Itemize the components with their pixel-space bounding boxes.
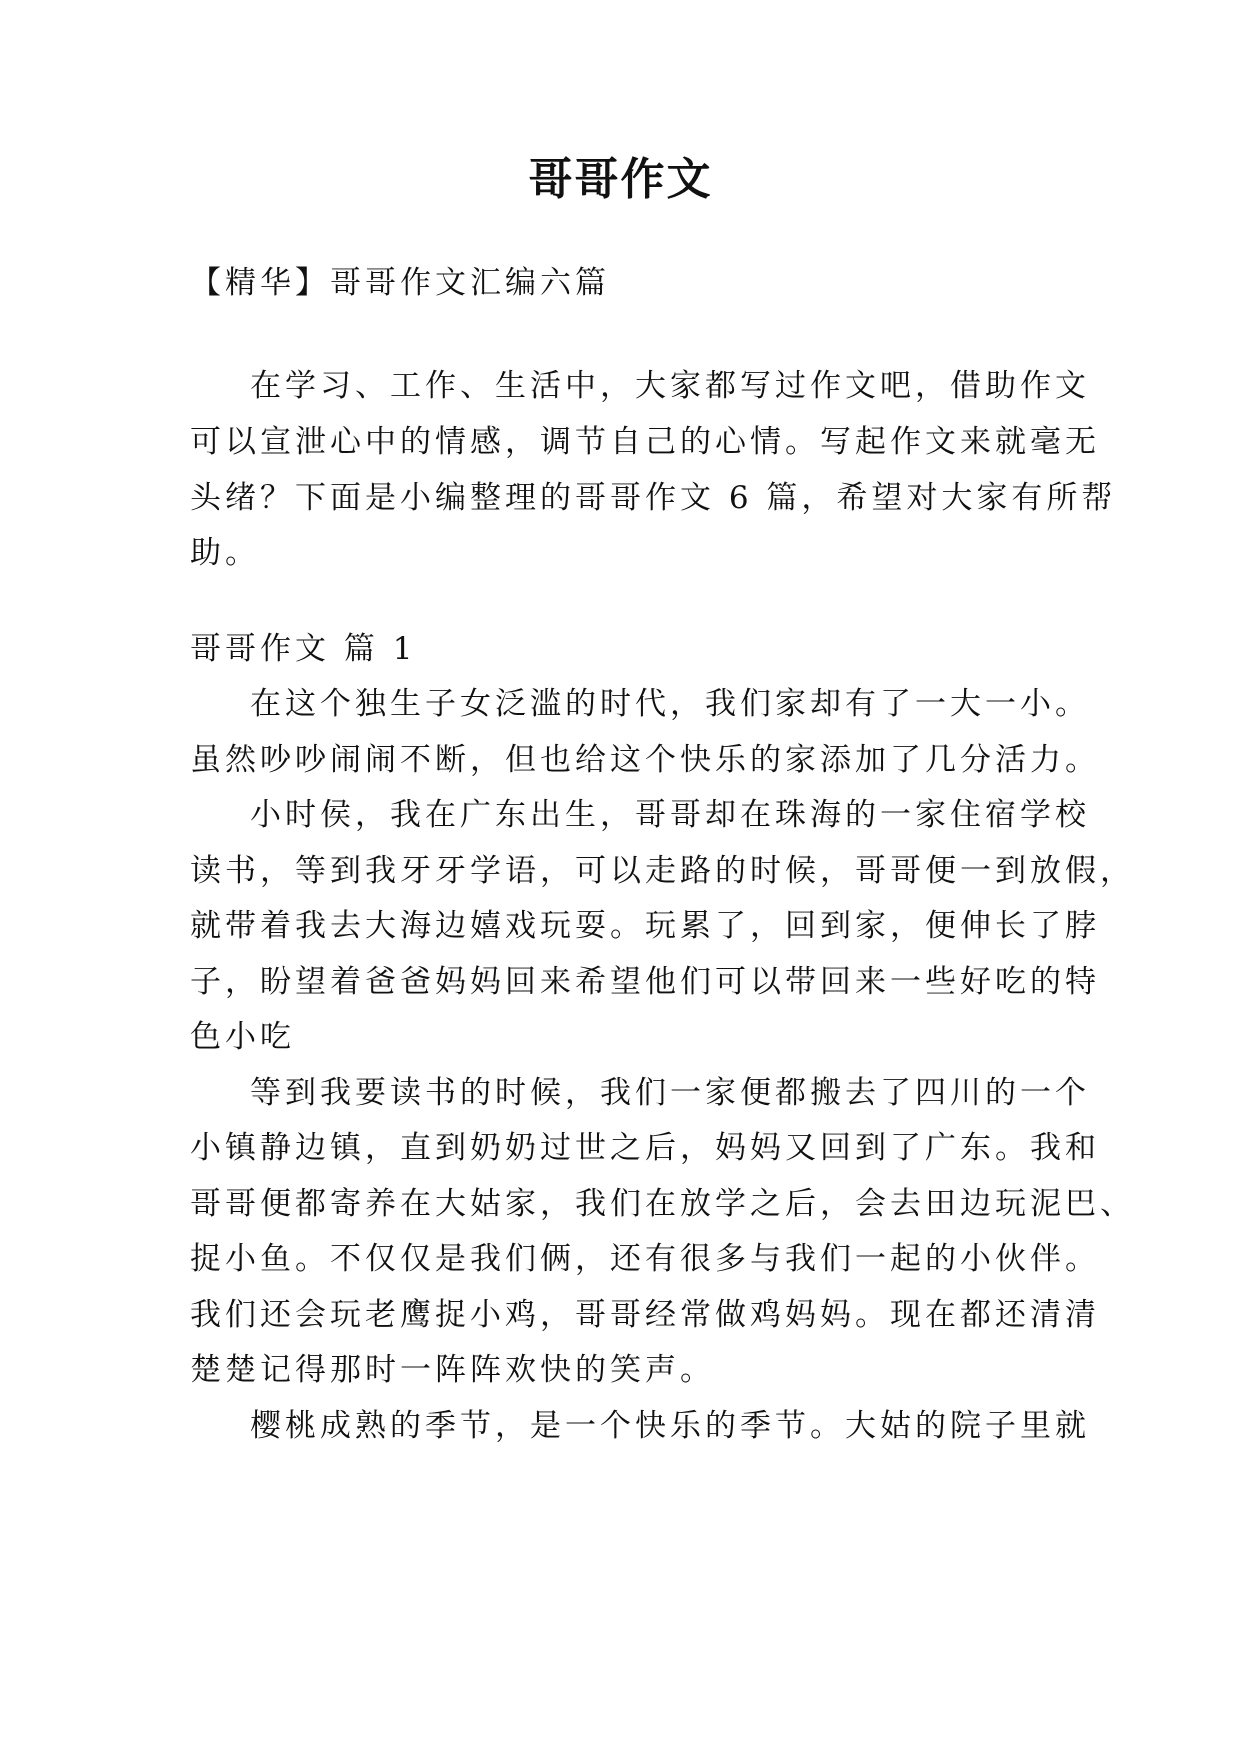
paragraph-line: 我们还会玩老鹰捉小鸡，哥哥经常做鸡妈妈。现在都还清清 [190, 1297, 1100, 1333]
intro-line: 可以宣泄心中的情感，调节自己的心情。写起作文来就毫无 [190, 424, 1100, 460]
paragraph-line: 子，盼望着爸爸妈妈回来希望他们可以带回来一些好吃的特 [190, 964, 1100, 1000]
intro-line: 头绪？下面是小编整理的哥哥作文 6 篇，希望对大家有所帮 [190, 480, 1117, 516]
paragraph-line: 小镇静边镇，直到奶奶过世之后，妈妈又回到了广东。我和 [190, 1130, 1100, 1166]
paragraph-line: 色小吃 [190, 1019, 295, 1055]
paragraph-line: 读书，等到我牙牙学语，可以走路的时候，哥哥便一到放假， [190, 853, 1135, 889]
paragraph-line: 小时侯，我在广东出生，哥哥却在珠海的一家住宿学校 [250, 797, 1090, 833]
paragraph-line: 等到我要读书的时候，我们一家便都搬去了四川的一个 [250, 1075, 1090, 1111]
paragraph-line: 虽然吵吵闹闹不断，但也给这个快乐的家添加了几分活力。 [190, 742, 1100, 778]
intro-line: 助。 [190, 535, 260, 571]
document-title: 哥哥作文 [528, 154, 713, 205]
paragraph-line: 哥哥便都寄养在大姑家，我们在放学之后，会去田边玩泥巴、 [190, 1186, 1135, 1222]
section-heading: 哥哥作文 篇 1 [190, 631, 417, 667]
paragraph-line: 楚楚记得那时一阵阵欢快的笑声。 [190, 1352, 715, 1388]
paragraph-line: 樱桃成熟的季节，是一个快乐的季节。大姑的院子里就 [250, 1408, 1090, 1444]
paragraph-line: 在这个独生子女泛滥的时代，我们家却有了一大一小。 [250, 686, 1090, 722]
document-subtitle: 【精华】哥哥作文汇编六篇 [190, 265, 610, 301]
paragraph-line: 捉小鱼。不仅仅是我们俩，还有很多与我们一起的小伙伴。 [190, 1241, 1100, 1277]
paragraph-line: 就带着我去大海边嬉戏玩耍。玩累了，回到家，便伸长了脖 [190, 908, 1100, 944]
intro-line: 在学习、工作、生活中，大家都写过作文吧，借助作文 [250, 368, 1090, 404]
